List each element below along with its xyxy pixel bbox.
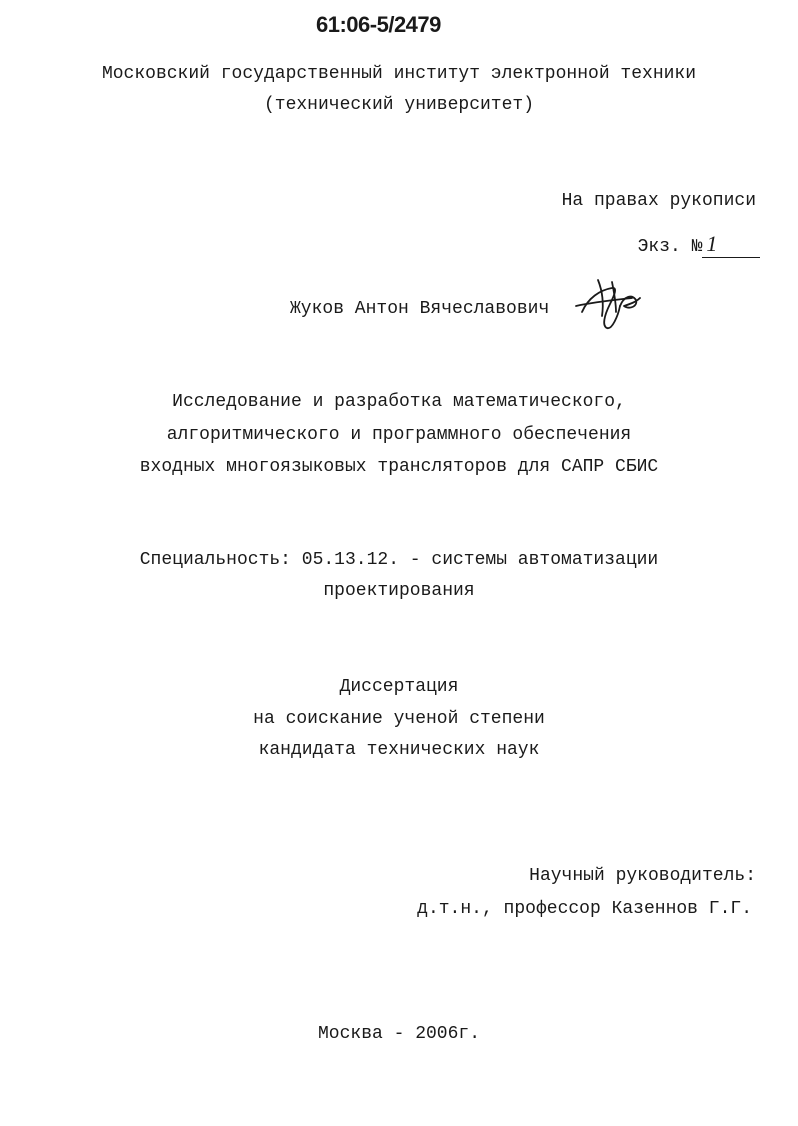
- institute-name: Московский государственный институт электронной техники: [101, 64, 697, 84]
- degree-purpose: на соискание ученой степени: [253, 709, 545, 729]
- specialty-line-1: Специальность: 05.13.12. - системы автоматизации: [139, 550, 659, 570]
- copy-number-line: [616, 212, 760, 258]
- title-line-1: Исследование и разработка математического,: [172, 392, 626, 412]
- institute-subtitle: (технический университет): [263, 95, 535, 115]
- copy-number-field: [702, 231, 760, 258]
- title-line-2: алгоритмического и программного обеспечения: [166, 425, 632, 445]
- degree-level: кандидата технических наук: [258, 740, 540, 760]
- author-name: Жуков Антон Вячеславович: [290, 299, 550, 319]
- supervisor-name: д.т.н., профессор Казеннов Г.Г.: [417, 899, 752, 919]
- copy-number-prefix: Экз. №: [637, 237, 703, 257]
- specialty-line-2: проектирования: [323, 581, 475, 601]
- title-line-3: входных многоязыковых трансляторов для САПР СБИС: [139, 457, 659, 477]
- supervisor-label: Научный руководитель:: [529, 866, 756, 886]
- degree-type: Диссертация: [339, 677, 459, 697]
- copy-number-value: 1: [706, 231, 718, 256]
- catalog-code: 61:06-5/2479: [316, 12, 441, 37]
- city-year: Москва - 2006г.: [317, 1024, 481, 1044]
- author-signature: [574, 276, 644, 334]
- manuscript-rights: На правах рукописи: [561, 191, 756, 211]
